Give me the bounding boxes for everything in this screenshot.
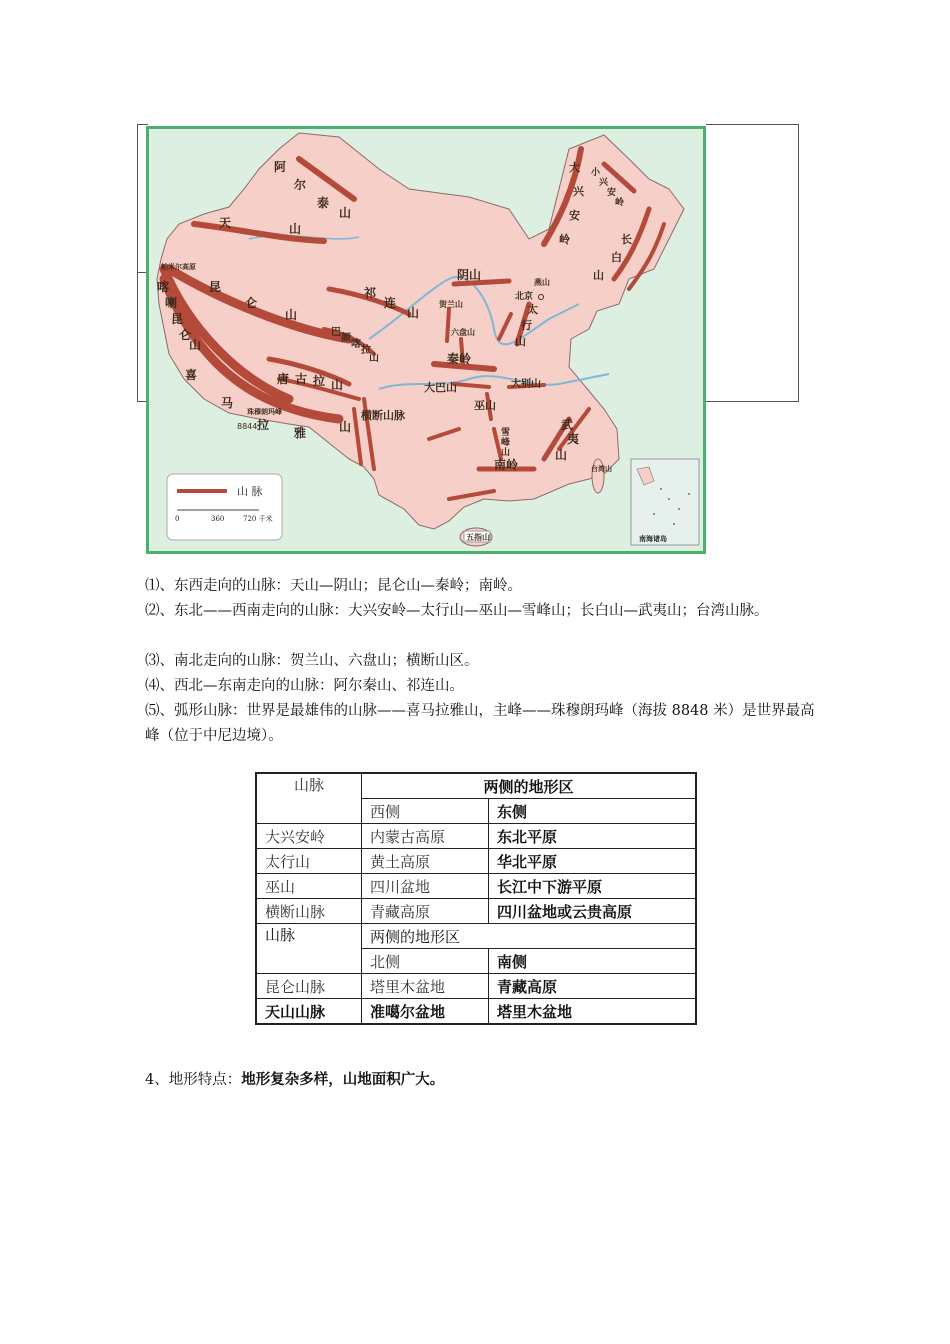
label-yushan: 五指山 (466, 533, 490, 542)
para-ne-sw: ⑵、东北——西南走向的山脉：大兴安岭—太行山—巫山—雪峰山；长白山—武夷山；台湾山脉。 (145, 603, 769, 619)
table-row (256, 849, 696, 874)
header-mountain: 山脉 (256, 773, 362, 824)
label-kala-1: 喀 (157, 280, 170, 294)
label-tian-1: 天 (219, 216, 232, 230)
terrain-summary (145, 1068, 444, 1089)
label-daba: 大巴山 (424, 381, 457, 394)
terrain-table (255, 772, 697, 1025)
cell-mountain: 巫山 (256, 874, 362, 899)
label-tanggula-4: 山 (331, 378, 344, 392)
cell-west: 四川盆地 (362, 874, 489, 899)
label-dxa-4: 岭 (559, 233, 570, 246)
summary-bold: 地形复杂多样，山地面积广大。 (241, 1072, 445, 1088)
label-kala-2: 喇 (165, 296, 178, 310)
header-south: 南侧 (489, 949, 697, 974)
label-qilian-1: 祁 (364, 286, 377, 300)
label-qilian-3: 山 (407, 306, 420, 320)
table-header-row-2 (256, 924, 696, 949)
header-north: 北侧 (362, 949, 489, 974)
label-bayan-5: 山 (369, 353, 379, 364)
table-row (256, 999, 696, 1025)
cell-north: 准噶尔盆地 (362, 999, 489, 1025)
scale-2: 720 千米 (243, 515, 273, 523)
label-nanling: 南岭 (494, 458, 519, 472)
label-pamir: 帕米尔高原 (161, 263, 196, 271)
label-kala-3: 昆 (171, 312, 184, 326)
label-xima-3: 拉 (257, 418, 270, 432)
label-tanggula-2: 古 (295, 372, 308, 386)
label-everest: 珠穆朗玛峰 (247, 408, 282, 416)
label-qinling: 秦岭 (447, 352, 472, 366)
label-bayan-3: 喀 (351, 339, 361, 350)
table-row (256, 824, 696, 849)
label-changbai-2: 白 (611, 251, 622, 264)
cell-east: 东北平原 (489, 824, 697, 849)
label-kala-4: 仑 (179, 328, 192, 342)
label-dabie: 大别山 (511, 379, 541, 390)
summary-prefix: 4、地形特点： (145, 1072, 242, 1088)
label-tian-2: 山 (289, 222, 302, 236)
label-yan: 燕山 (534, 278, 550, 287)
label-dxa-3: 安 (569, 209, 580, 222)
cell-south: 青藏高原 (489, 974, 697, 999)
cell-mountain: 横断山脉 (256, 899, 362, 924)
label-xxa-4: 岭 (615, 198, 625, 208)
label-xuefeng-3: 山 (501, 448, 511, 458)
legend-box (167, 474, 282, 540)
label-bayan-1: 巴 (331, 327, 341, 338)
table-row (256, 899, 696, 924)
cell-west: 内蒙古高原 (362, 824, 489, 849)
label-taihang-3: 山 (515, 335, 526, 348)
label-aertai-4: 山 (339, 206, 352, 220)
label-aertai-1: 阿 (274, 160, 287, 174)
cell-east: 华北平原 (489, 849, 697, 874)
cell-mountain: 大兴安岭 (256, 824, 362, 849)
label-xxa-2: 兴 (599, 178, 609, 188)
label-kala-5: 山 (189, 338, 202, 352)
legend-label: 山 脉 (237, 485, 263, 498)
label-kunlun-1: 昆 (209, 280, 222, 294)
label-dxa-2: 兴 (573, 185, 584, 198)
cell-mountain: 天山山脉 (256, 999, 362, 1025)
inset-label: 南海诸岛 (639, 535, 667, 543)
label-wuyi-3: 山 (555, 448, 568, 462)
para-nw-se: ⑷、西北—东南走向的山脉：阿尔秦山、祁连山。 (145, 678, 464, 694)
label-xxa-1: 小 (591, 168, 601, 178)
frame-tick (137, 272, 146, 273)
label-changbai-3: 山 (593, 269, 604, 282)
header-east: 东侧 (489, 799, 697, 824)
cell-mountain: 昆仑山脉 (256, 974, 362, 999)
cell-west: 青藏高原 (362, 899, 489, 924)
para-arc: ⑸、弧形山脉：世界是最雄伟的山脉——喜马拉雅山，主峰——珠穆朗玛峰（海拔 8848 米）是世界最高峰（位于中尼边境）。 (145, 703, 815, 744)
label-hengduan: 横断山脉 (361, 409, 405, 422)
header2-sides: 两侧的地形区 (362, 924, 697, 949)
cell-east: 四川盆地或云贵高原 (489, 899, 697, 924)
label-xima-1: 喜 (185, 368, 198, 382)
label-xima-4: 雅 (294, 426, 307, 440)
cell-mountain: 太行山 (256, 849, 362, 874)
label-helan: 贺兰山 (439, 300, 463, 309)
label-bayan-4: 拉 (361, 345, 371, 356)
label-yin: 阴山 (457, 268, 482, 282)
label-tanggula-3: 拉 (313, 374, 326, 388)
header2-mountain: 山脉 (256, 924, 362, 974)
china-mountain-map (146, 126, 706, 554)
scale-0: 0 (175, 515, 180, 523)
label-elev: 8844 (237, 422, 258, 431)
label-kunlun-2: 仑 (245, 296, 258, 310)
label-kunlun-3: 山 (285, 308, 298, 322)
label-beijing: 北京 (515, 292, 534, 302)
table-row (256, 974, 696, 999)
cell-east: 长江中下游平原 (489, 874, 697, 899)
table-row (256, 874, 696, 899)
header-west: 西侧 (362, 799, 489, 824)
label-qilian-2: 连 (384, 296, 397, 310)
label-wu: 巫山 (474, 399, 496, 412)
para-ew: ⑴、东西走向的山脉：天山—阴山；昆仑山—秦岭；南岭。 (145, 578, 522, 594)
label-wuyi-1: 武 (561, 418, 574, 432)
label-xuefeng-1: 雪 (501, 428, 511, 438)
label-liupan: 六盘山 (451, 328, 475, 337)
cell-west: 黄土高原 (362, 849, 489, 874)
label-bayan-2: 颜 (341, 333, 351, 344)
scale-1: 360 (211, 515, 225, 523)
range-helan (447, 309, 449, 341)
table-header-row (256, 773, 696, 799)
label-xuefeng-2: 峰 (501, 438, 511, 448)
label-xxa-3: 安 (607, 188, 617, 198)
cell-south: 塔里木盆地 (489, 999, 697, 1025)
map-svg (149, 129, 703, 551)
label-changbai-1: 长 (621, 233, 632, 246)
label-aertai-3: 泰 (317, 196, 330, 210)
cell-north: 塔里木盆地 (362, 974, 489, 999)
header-sides: 两侧的地形区 (362, 773, 697, 799)
label-dxa-1: 大 (569, 161, 580, 174)
label-xima-5: 山 (339, 420, 352, 434)
map-frame-right (706, 124, 799, 402)
label-xima-2: 马 (221, 396, 234, 410)
label-taiwan: 台湾山 (591, 465, 612, 473)
para-ns: ⑶、南北走向的山脉：贺兰山、六盘山；横断山区。 (145, 653, 479, 669)
label-aertai-2: 尔 (294, 178, 307, 192)
label-taihang-2: 行 (521, 319, 532, 332)
label-taihang-1: 太 (527, 303, 538, 316)
label-tanggula-1: 唐 (277, 372, 290, 386)
label-wuyi-2: 夷 (567, 432, 580, 446)
